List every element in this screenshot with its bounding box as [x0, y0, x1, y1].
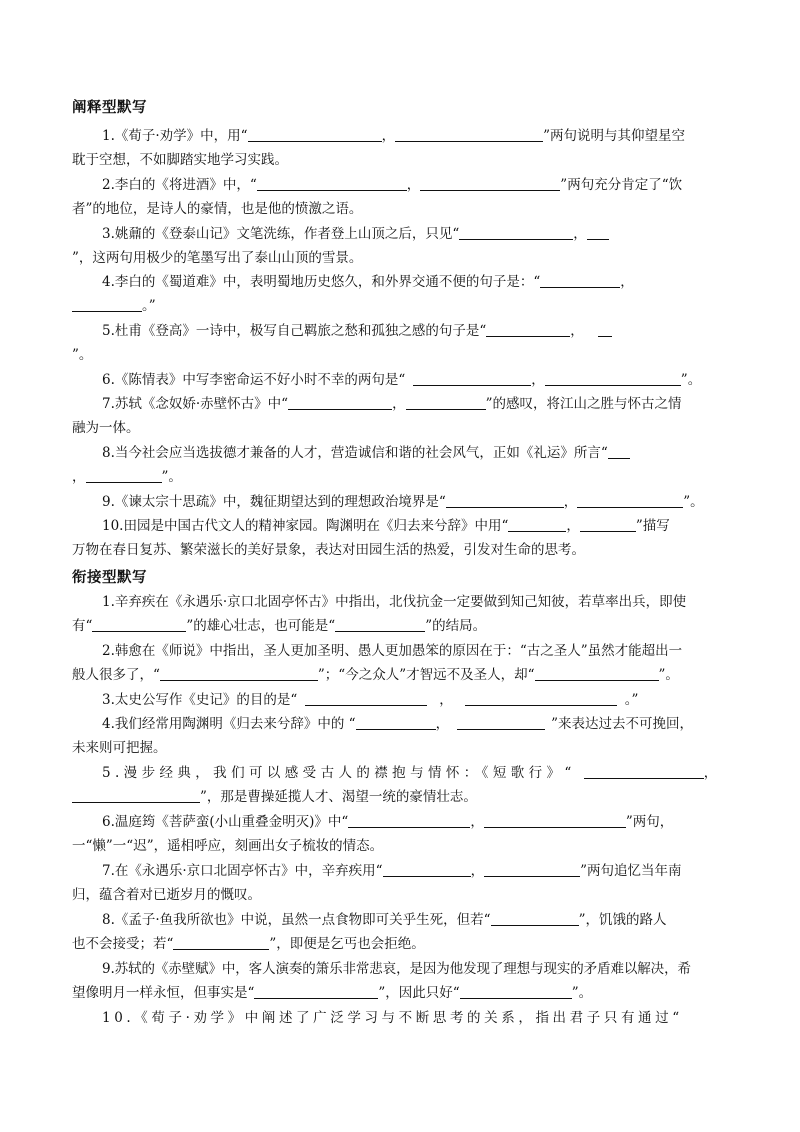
s1-q7-line2: 融为一体。	[72, 420, 140, 436]
answer-blank[interactable]	[248, 126, 382, 142]
answer-blank[interactable]	[356, 714, 436, 730]
s1-q9-line1: 9.《谏太宗十思疏》中，魏征期望达到的理想政治境界是“ ， ”。	[102, 494, 704, 510]
s1-q7-line1: 7.苏轼《念奴娇·赤壁怀古》中“ ， ”的感叹，将江山之胜与怀古之情	[102, 396, 682, 412]
s1-q5-line1: 5.杜甫《登高》一诗中，极写自己羁旅之愁和孤独之感的句子是“ ，	[102, 321, 612, 341]
s1-q8-line2: ， ”。	[72, 469, 182, 485]
s2-q2-line1: 2.韩愈在《师说》中指出，圣人更加圣明、愚人更加愚笨的原因在于：“古之圣人”虽然才能超出一	[102, 643, 683, 659]
section-heading-interpretive: 阐释型默写	[72, 100, 147, 116]
answer-blank[interactable]	[577, 492, 683, 508]
s2-q3-line1: 3.太史公写作《史记》的目的是“ ， 。”	[102, 692, 639, 708]
answer-blank[interactable]	[484, 861, 580, 877]
answer-blank[interactable]	[484, 812, 626, 828]
answer-blank[interactable]	[459, 224, 573, 240]
s2-q8-line2: 也不会接受；若“ ”，即便是乞丐也会拒绝。	[72, 936, 425, 952]
s2-q1-line1: 1.辛弃疾在《永遇乐·京口北固亭怀古》中指出，北伐抗金一定要做到知己知彼，若草率出兵，即使	[102, 594, 687, 610]
s1-q1-line2: 耽于空想，不如脚踏实地学习实践。	[72, 152, 288, 168]
answer-blank[interactable]	[257, 175, 407, 191]
answer-blank[interactable]	[584, 763, 704, 779]
answer-blank[interactable]	[72, 787, 200, 803]
answer-blank[interactable]	[305, 690, 427, 706]
answer-blank[interactable]	[288, 394, 392, 410]
answer-blank[interactable]	[460, 983, 572, 999]
answer-blank[interactable]	[508, 516, 566, 532]
answer-blank[interactable]	[254, 983, 378, 999]
answer-blank[interactable]	[173, 934, 269, 950]
s2-q4-line2: 未来则可把握。	[72, 740, 167, 756]
answer-blank[interactable]	[395, 126, 543, 142]
answer-blank[interactable]	[335, 616, 425, 632]
s1-q10-line2: 万物在春日复苏、繁荣滋长的美好景象，表达对田园生活的热爱，引发对生命的思考。	[72, 542, 585, 558]
answer-blank[interactable]	[580, 516, 636, 532]
answer-blank[interactable]	[413, 370, 531, 386]
s1-q3-line1: 3.姚鼐的《登泰山记》文笔洗练，作者登上山顶之后，只见“ ，	[102, 224, 609, 244]
answer-blank[interactable]	[587, 224, 609, 240]
s2-q6-line2: 一“懒”一“迟”，遥相呼应，刻画出女子梳妆的情态。	[72, 838, 384, 854]
s1-q5-line2: ”。	[72, 347, 93, 363]
section-heading-connective: 衔接型默写	[72, 570, 147, 586]
s2-q7-line2: 归，蕴含着对已逝岁月的慨叹。	[72, 887, 261, 903]
answer-blank[interactable]	[406, 394, 486, 410]
s1-q4-line1: 4.李白的《蜀道难》中，表明蜀地历史悠久，和外界交通不便的句子是：“ ，	[102, 274, 634, 290]
s2-q1-line2: 有“ ”的雄心壮志，也可能是“ ”的结局。	[72, 618, 487, 634]
answer-blank[interactable]	[348, 812, 470, 828]
s1-q3-line2: ”，这两句用极少的笔墨写出了泰山山顶的雪景。	[72, 250, 363, 266]
answer-blank[interactable]	[608, 443, 630, 459]
answer-blank[interactable]	[545, 370, 681, 386]
s1-q2-line1: 2.李白的《将进酒》中，“ ， ”两句充分肯定了“饮	[102, 177, 683, 193]
s2-q7-line1: 7.在《永遇乐·京口北固亭怀古》中，辛弃疾用“ ， ”两句追忆当年南	[102, 863, 682, 879]
answer-blank[interactable]	[598, 321, 612, 337]
s2-q2-line2: 般人很多了，“ ”；“今之众人”才智远不及圣人，却“ ”。	[72, 667, 679, 683]
s2-q5-line1: 5.漫步经典，我们可以感受古人的襟抱与情怀：《短歌行》“ ，	[102, 765, 718, 781]
s1-q4-line2: 。”	[72, 296, 156, 316]
answer-blank[interactable]	[465, 690, 617, 706]
answer-blank[interactable]	[72, 296, 142, 312]
answer-blank[interactable]	[383, 861, 471, 877]
s2-q9-line2: 望像明月一样永恒，但事实是“ ”，因此只好“ ”。	[72, 985, 593, 1001]
s2-q8-line1: 8.《孟子·鱼我所欲也》中说，虽然一点食物即可关乎生死，但若“ ”，饥饿的路人	[102, 912, 667, 928]
s1-q1-line1: 1.《荀子·劝学》中，用“ ， ”两句说明与其仰望星空	[102, 128, 685, 144]
s2-q9-line1: 9.苏轼的《赤壁赋》中，客人演奏的箫乐非常悲哀，是因为他发现了理想与现实的矛盾难以解决，希	[102, 961, 691, 977]
answer-blank[interactable]	[86, 467, 162, 483]
answer-blank[interactable]	[92, 616, 186, 632]
s2-q4-line1: 4.我们经常用陶渊明《归去来兮辞》中的 “ ， ”来表达过去不可挽回，	[102, 716, 693, 732]
s2-q5-line2: ”，那是曹操延揽人才、渴望一统的豪情壮志。	[72, 787, 477, 807]
answer-blank[interactable]	[535, 665, 659, 681]
s1-q6-line1: 6.《陈情表》中写李密命运不好小时不幸的两句是“ ， ”。	[102, 372, 702, 388]
s1-q8-line1: 8.当今社会应当选拔德才兼备的人才，营造诚信和谐的社会风气，正如《礼运》所言“	[102, 443, 630, 463]
answer-blank[interactable]	[491, 910, 579, 926]
s2-q6-line1: 6.温庭筠《菩萨蛮(小山重叠金明灭)》中“ ， ”两句，	[102, 814, 674, 830]
answer-blank[interactable]	[160, 665, 318, 681]
s1-q2-line2: 者”的地位，是诗人的豪情，也是他的愤激之语。	[72, 201, 363, 217]
s1-q10-line1: 10.田园是中国古代文人的精神家园。陶渊明在《归去来兮辞》中用“ ， ”描写	[102, 518, 670, 534]
answer-blank[interactable]	[540, 272, 620, 288]
s2-q10-line1: 10.《荀子·劝学》中阐述了广泛学习与不断思考的关系，指出君子只有通过“	[102, 1010, 683, 1026]
answer-blank[interactable]	[420, 175, 560, 191]
answer-blank[interactable]	[457, 714, 545, 730]
answer-blank[interactable]	[486, 321, 570, 337]
answer-blank[interactable]	[446, 492, 564, 508]
